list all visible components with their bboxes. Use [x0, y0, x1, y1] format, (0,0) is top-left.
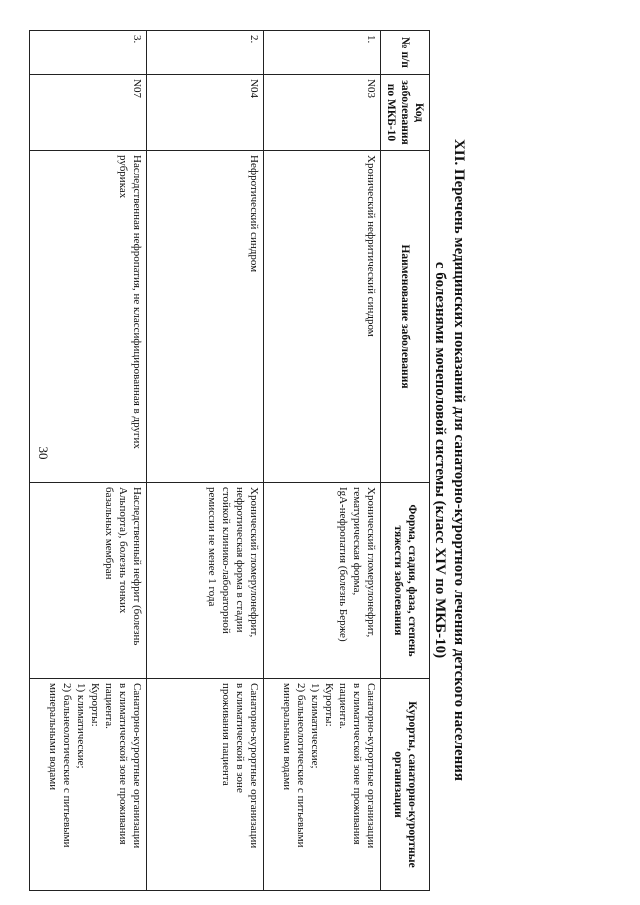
header-disease: Наименование заболевания	[381, 151, 430, 483]
resorts-line: Санаторно-курортные организации	[248, 683, 260, 849]
form-line: Хронический гломерулонефрит,	[365, 487, 377, 638]
resorts-line: 2) бальнеологические с питьевыми	[295, 683, 307, 848]
form-line: IgA-нефропатия (болезнь Берже)	[337, 487, 349, 642]
resorts-line: в климатической зоне проживания	[117, 683, 129, 845]
rotated-page-content	[47, 30, 468, 890]
resorts-line: в климатической в зоне	[234, 683, 246, 793]
resorts-line: 1) климатические;	[75, 683, 87, 769]
cell-disease: Наследственная нефропатия, не классифицированная в других рубриках	[30, 151, 147, 483]
resorts-line: Курорты:	[323, 683, 335, 727]
header-code: Код заболевания по МКБ-10	[381, 75, 430, 151]
cell-num: 1.	[264, 31, 381, 75]
cell-disease: Хронический нефритический синдром	[264, 151, 381, 483]
resorts-line: Курорты:	[89, 683, 101, 727]
resorts-line: в климатической зоне проживания	[351, 683, 363, 845]
document-title	[430, 30, 468, 890]
resorts-line: 2) бальнеологические с питьевыми	[61, 683, 73, 848]
title-line-1: XII. Перечень медицинских показаний для санаторно-курортного лечения детского населения	[451, 138, 467, 782]
cell-code: N03	[264, 75, 381, 151]
cell-form	[147, 483, 264, 679]
cell-num: 3.	[30, 31, 147, 75]
resorts-line: Санаторно-курортные организации	[131, 683, 143, 849]
resorts-line: пациента.	[337, 683, 349, 729]
header-num: № п/п	[381, 31, 430, 75]
table-header-row	[381, 31, 430, 891]
resorts-line: Санаторно-курортные организации	[365, 683, 377, 849]
resorts-line: пациента.	[103, 683, 115, 729]
header-form: Форма, стадия, фаза, степень тяжести заболевания	[381, 483, 430, 679]
cell-num: 2.	[147, 31, 264, 75]
form-line: гематурическая форма,	[351, 487, 363, 596]
form-line: базальных мембран	[103, 487, 115, 580]
table-row	[30, 31, 147, 891]
cell-form	[30, 483, 147, 679]
resorts-line: минеральными водами	[47, 683, 59, 791]
title-line-2: с болезнями мочеполовой системы (класс XIV по МКБ-10)	[432, 261, 448, 659]
cell-form	[264, 483, 381, 679]
cell-resorts	[147, 679, 264, 891]
form-line: стойкой клинико-лабораторной	[220, 487, 232, 634]
form-line: Хронический гломерулонефрит,	[248, 487, 260, 638]
indications-table	[29, 30, 430, 891]
page-number: 30	[36, 446, 51, 460]
cell-disease: Нефротический синдром	[147, 151, 264, 483]
form-line: Наследственный нефрит (болезнь	[131, 487, 143, 646]
header-resorts: Курорты, санаторно-курортные организации	[381, 679, 430, 891]
resorts-line: проживания пациента	[220, 683, 232, 786]
form-line: нефротическая форма в стадии	[234, 487, 246, 633]
form-line: Альпорта), болезнь тонких	[117, 487, 129, 614]
table-row	[147, 31, 264, 891]
table-row	[264, 31, 381, 891]
cell-code: N04	[147, 75, 264, 151]
cell-resorts	[30, 679, 147, 891]
cell-resorts	[264, 679, 381, 891]
resorts-line: 1) климатические;	[309, 683, 321, 769]
resorts-line: минеральными водами	[281, 683, 293, 791]
cell-code: N07	[30, 75, 147, 151]
form-line: ремиссии не менее 1 года	[206, 487, 218, 607]
